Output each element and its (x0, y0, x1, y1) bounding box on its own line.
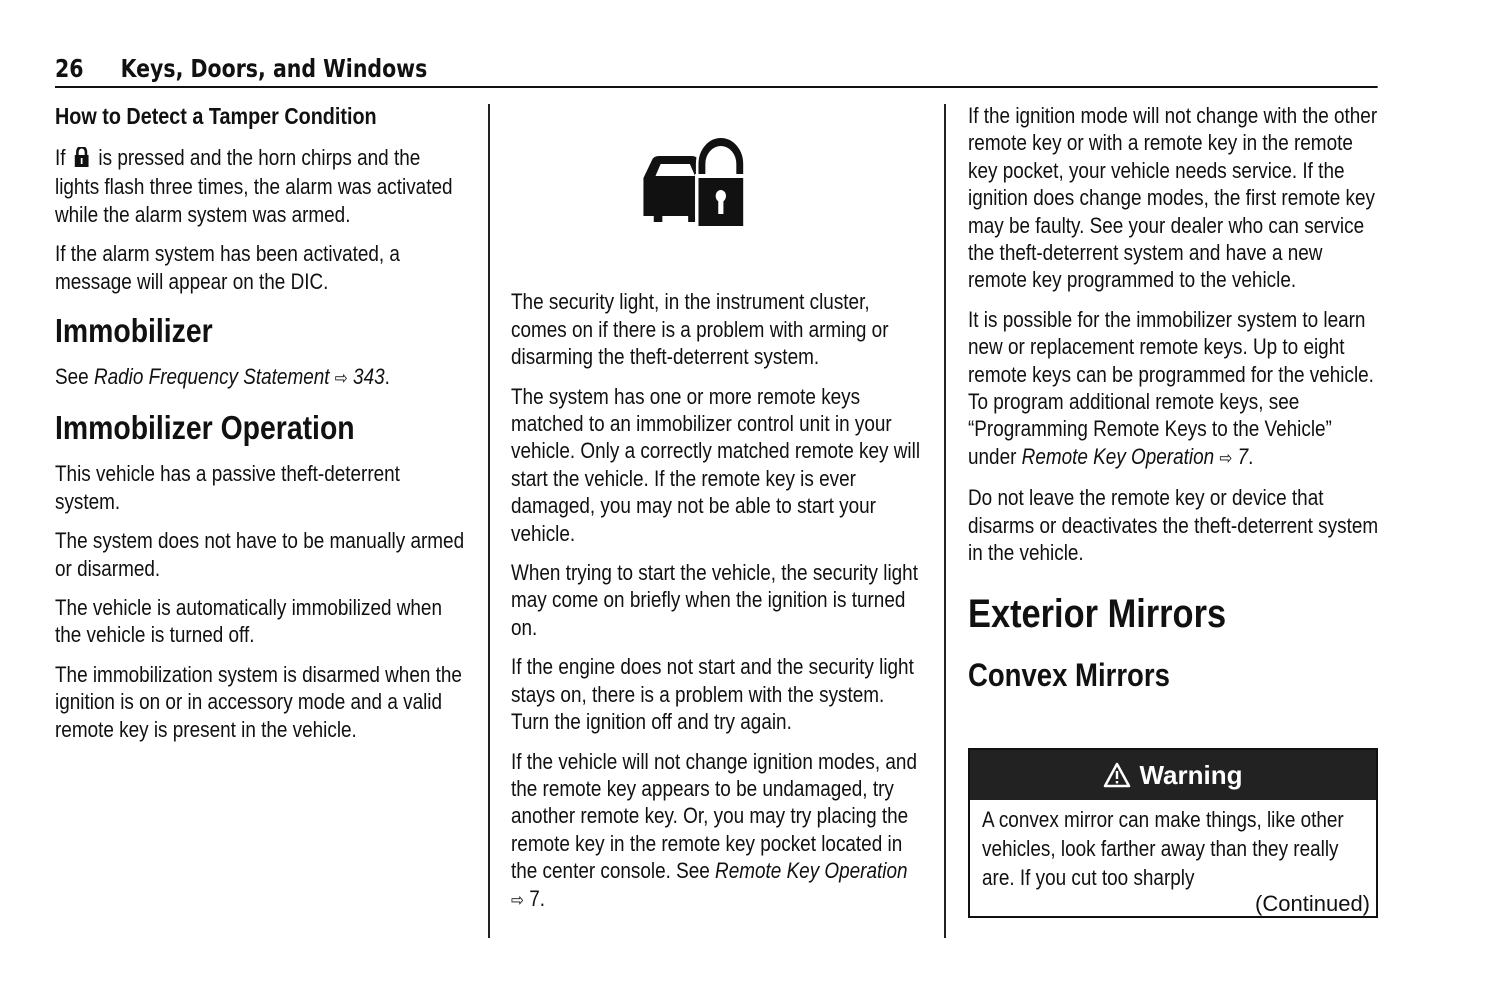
warning-body (970, 800, 1376, 916)
column-divider (488, 104, 490, 938)
tamper-heading: How to Detect a Tamper Condition (55, 103, 377, 129)
page-reference[interactable]: 343 (353, 364, 385, 390)
page-arrow-icon: ⇨ (334, 368, 348, 389)
period: . (384, 364, 390, 390)
p5-text: If the vehicle will not change ignition modes, and the remote key appears to be undamaged, try another remote key. Or, you may try placing the remote key in the remote key pocket located in the center console. See (511, 748, 917, 884)
continued-label: (Continued) (1255, 891, 1370, 916)
period: . (1248, 443, 1254, 469)
programming-text: It is possible for the immobilizer system to learn new or replacement remote keys. Up to eight remote keys can be programmed for the vehicle. To program additional remote keys, see “Programming Remote Keys to the Vehicle” under (968, 306, 1374, 469)
radio-frequency-link[interactable]: Radio Frequency Statement (93, 364, 330, 390)
section-title: Keys, Doors, and Windows (120, 54, 428, 83)
column-2 (511, 102, 921, 926)
column-1 (55, 102, 465, 755)
page-arrow-icon: ⇨ (511, 889, 524, 910)
warning-header (970, 750, 1376, 800)
tamper-paragraph-1 (55, 144, 466, 228)
ignition-paragraph: If the ignition mode will not change with the other remote key or with a remote key in the remote key pocket, your vehicle needs service. If the ignition does change modes, the first remote key may be faulty. See your dealer who can service the theft-deterrent system and have a new remote key programmed to the vehicle. (968, 103, 1378, 293)
lock-icon (74, 146, 89, 173)
programming-paragraph (968, 306, 1379, 472)
security-paragraph-5 (511, 748, 922, 914)
period: . (539, 885, 546, 911)
security-paragraph-1: The security light, in the instrument cluster, comes on if there is a problem with arming or disarming the theft-deterrent system. (511, 289, 889, 370)
immobilizer-operation-heading: Immobilizer Operation (55, 409, 355, 447)
security-paragraph-2: The system has one or more remote keys matched to an immobilizer control unit in your vehicle. Only a correctly matched remote key will start the vehicle. If the remote key is ever damaged, you may not be able to start your vehicle. (511, 383, 921, 546)
page-reference[interactable]: 7 (529, 885, 540, 911)
column-divider (944, 104, 946, 938)
warning-title: Warning (1139, 759, 1243, 790)
column-3 (968, 102, 1378, 707)
operation-paragraph-2: The system does not have to be manually armed or disarmed. (55, 528, 465, 581)
immobilizer-see-reference (55, 363, 466, 392)
convex-mirrors-heading: Convex Mirrors (968, 656, 1170, 693)
remote-key-operation-link[interactable]: Remote Key Operation (715, 858, 908, 884)
warning-box (968, 748, 1378, 918)
operation-paragraph-3: The vehicle is automatically immobilized when the vehicle is turned off. (55, 595, 442, 648)
security-paragraph-3: When trying to start the vehicle, the security light may come on briefly when the ignition is turned on. (511, 560, 918, 640)
immobilizer-heading: Immobilizer (55, 312, 213, 350)
security-paragraph-4: If the engine does not start and the security light stays on, there is a problem with the system. Turn the ignition off and try again. (511, 654, 914, 735)
page-arrow-icon: ⇨ (1219, 447, 1233, 468)
page-number: 26 (55, 54, 84, 83)
warning-triangle-icon (1103, 762, 1131, 788)
security-light-icon (640, 138, 922, 236)
exterior-mirrors-heading: Exterior Mirrors (968, 591, 1227, 636)
page-reference[interactable]: 7 (1237, 443, 1249, 469)
warning-text: A convex mirror can make things, like other vehicles, look farther away than they really are. If you cut too sharply (982, 807, 1344, 890)
operation-paragraph-1: This vehicle has a passive theft-deterrent system. (55, 461, 400, 514)
tamper-paragraph-2: If the alarm system has been activated, a message will appear on the DIC. (55, 241, 400, 294)
disarm-paragraph: Do not leave the remote key or device that disarms or deactivates the theft-deterrent system in the vehicle. (968, 485, 1379, 566)
tamper-p1-start: If (55, 145, 66, 170)
see-label: See (55, 364, 89, 390)
page-header (55, 52, 1378, 88)
operation-paragraph-4: The immobilization system is disarmed when the ignition is on or in accessory mode and a valid remote key is present in the vehicle. (55, 661, 462, 742)
tamper-p1-end: is pressed and the horn chirps and the lights flash three times, the alarm was activated while the alarm system was armed. (55, 145, 453, 227)
remote-key-operation-link[interactable]: Remote Key Operation (1021, 443, 1215, 469)
